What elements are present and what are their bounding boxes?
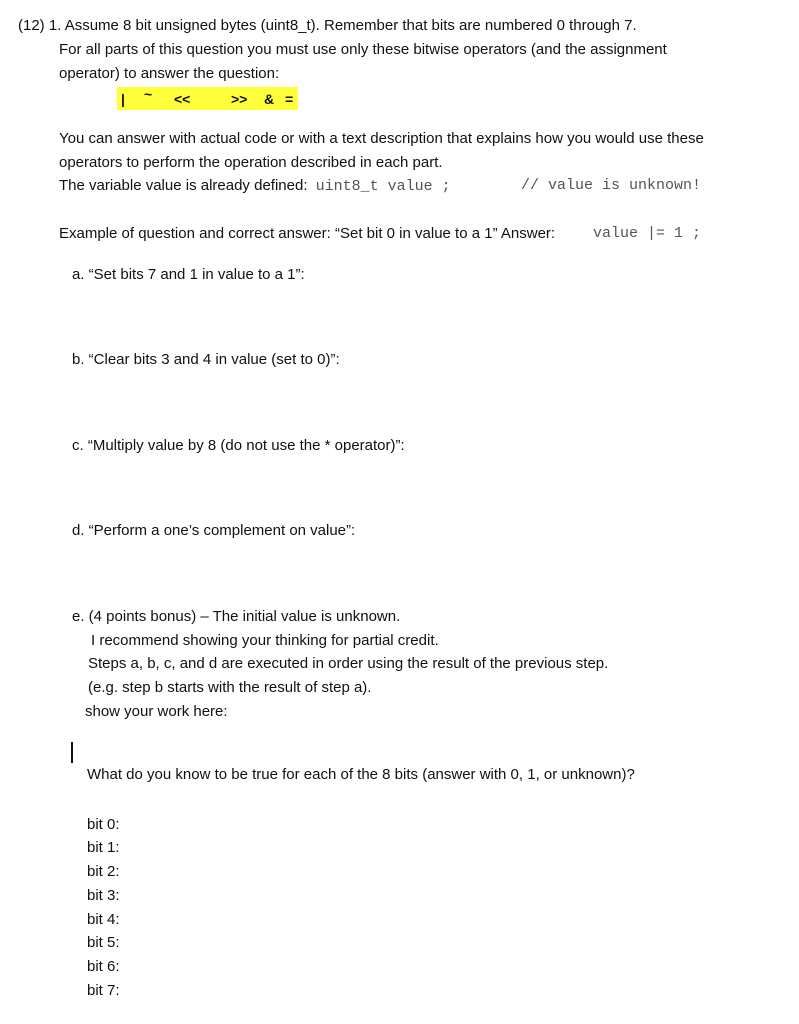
bonus-line-3: Steps a, b, c, and d are executed in order using the result of the previous step.: [88, 655, 609, 672]
operator-assign: =: [285, 91, 294, 107]
bit-2-label: bit 2:: [87, 863, 120, 880]
bits-question: What do you know to be true for each of the 8 bits (answer with 0, 1, or unknown)?: [87, 766, 635, 783]
instructions-line-5: operators to perform the operation described in each part.: [59, 154, 443, 171]
bonus-line-1: e. (4 points bonus) – The initial value is unknown.: [72, 608, 401, 625]
operator-or: |: [121, 91, 125, 107]
bonus-line-5: show your work here:: [85, 703, 228, 720]
part-c: c. “Multiply value by 8 (do not use the * operator)”:: [72, 437, 405, 454]
question-header: (12) 1. Assume 8 bit unsigned bytes (uint8_t). Remember that bits are numbered 0 through 7.: [18, 17, 637, 34]
text-cursor: [71, 742, 73, 763]
bonus-line-2: I recommend showing your thinking for partial credit.: [91, 632, 439, 649]
variable-comment: // value is unknown!: [521, 177, 702, 194]
operator-not: ~: [144, 86, 153, 102]
variable-definition: [59, 176, 451, 197]
part-d: d. “Perform a one’s complement on value”:: [72, 522, 356, 539]
instructions-line-2: For all parts of this question you must use only these bitwise operators (and the assignment: [59, 41, 667, 58]
instructions-line-3: operator) to answer the question:: [59, 65, 280, 82]
operator-shift-left: <<: [174, 91, 191, 107]
bit-3-label: bit 3:: [87, 887, 120, 904]
bit-1-label: bit 1:: [87, 839, 120, 856]
part-a: a. “Set bits 7 and 1 in value to a 1”:: [72, 266, 305, 283]
bit-4-label: bit 4:: [87, 911, 120, 928]
operator-shift-right: >>: [231, 91, 248, 107]
bit-0-label: bit 0:: [87, 816, 120, 833]
example-answer-code: value |= 1 ;: [593, 225, 702, 242]
part-b: b. “Clear bits 3 and 4 in value (set to 0)”:: [72, 351, 340, 368]
instructions-line-4: You can answer with actual code or with a text description that explains how you would use these: [59, 130, 704, 147]
bit-7-label: bit 7:: [87, 982, 120, 999]
bit-5-label: bit 5:: [87, 934, 120, 951]
variable-definition-text: The variable value is already defined:: [59, 177, 308, 194]
bonus-line-4: (e.g. step b starts with the result of step a).: [88, 679, 372, 696]
example-question: Example of question and correct answer: “Set bit 0 in value to a 1” Answer:: [59, 225, 556, 242]
operator-and: &: [264, 91, 275, 107]
bit-6-label: bit 6:: [87, 958, 120, 975]
variable-definition-code: uint8_t value ;: [315, 178, 451, 195]
